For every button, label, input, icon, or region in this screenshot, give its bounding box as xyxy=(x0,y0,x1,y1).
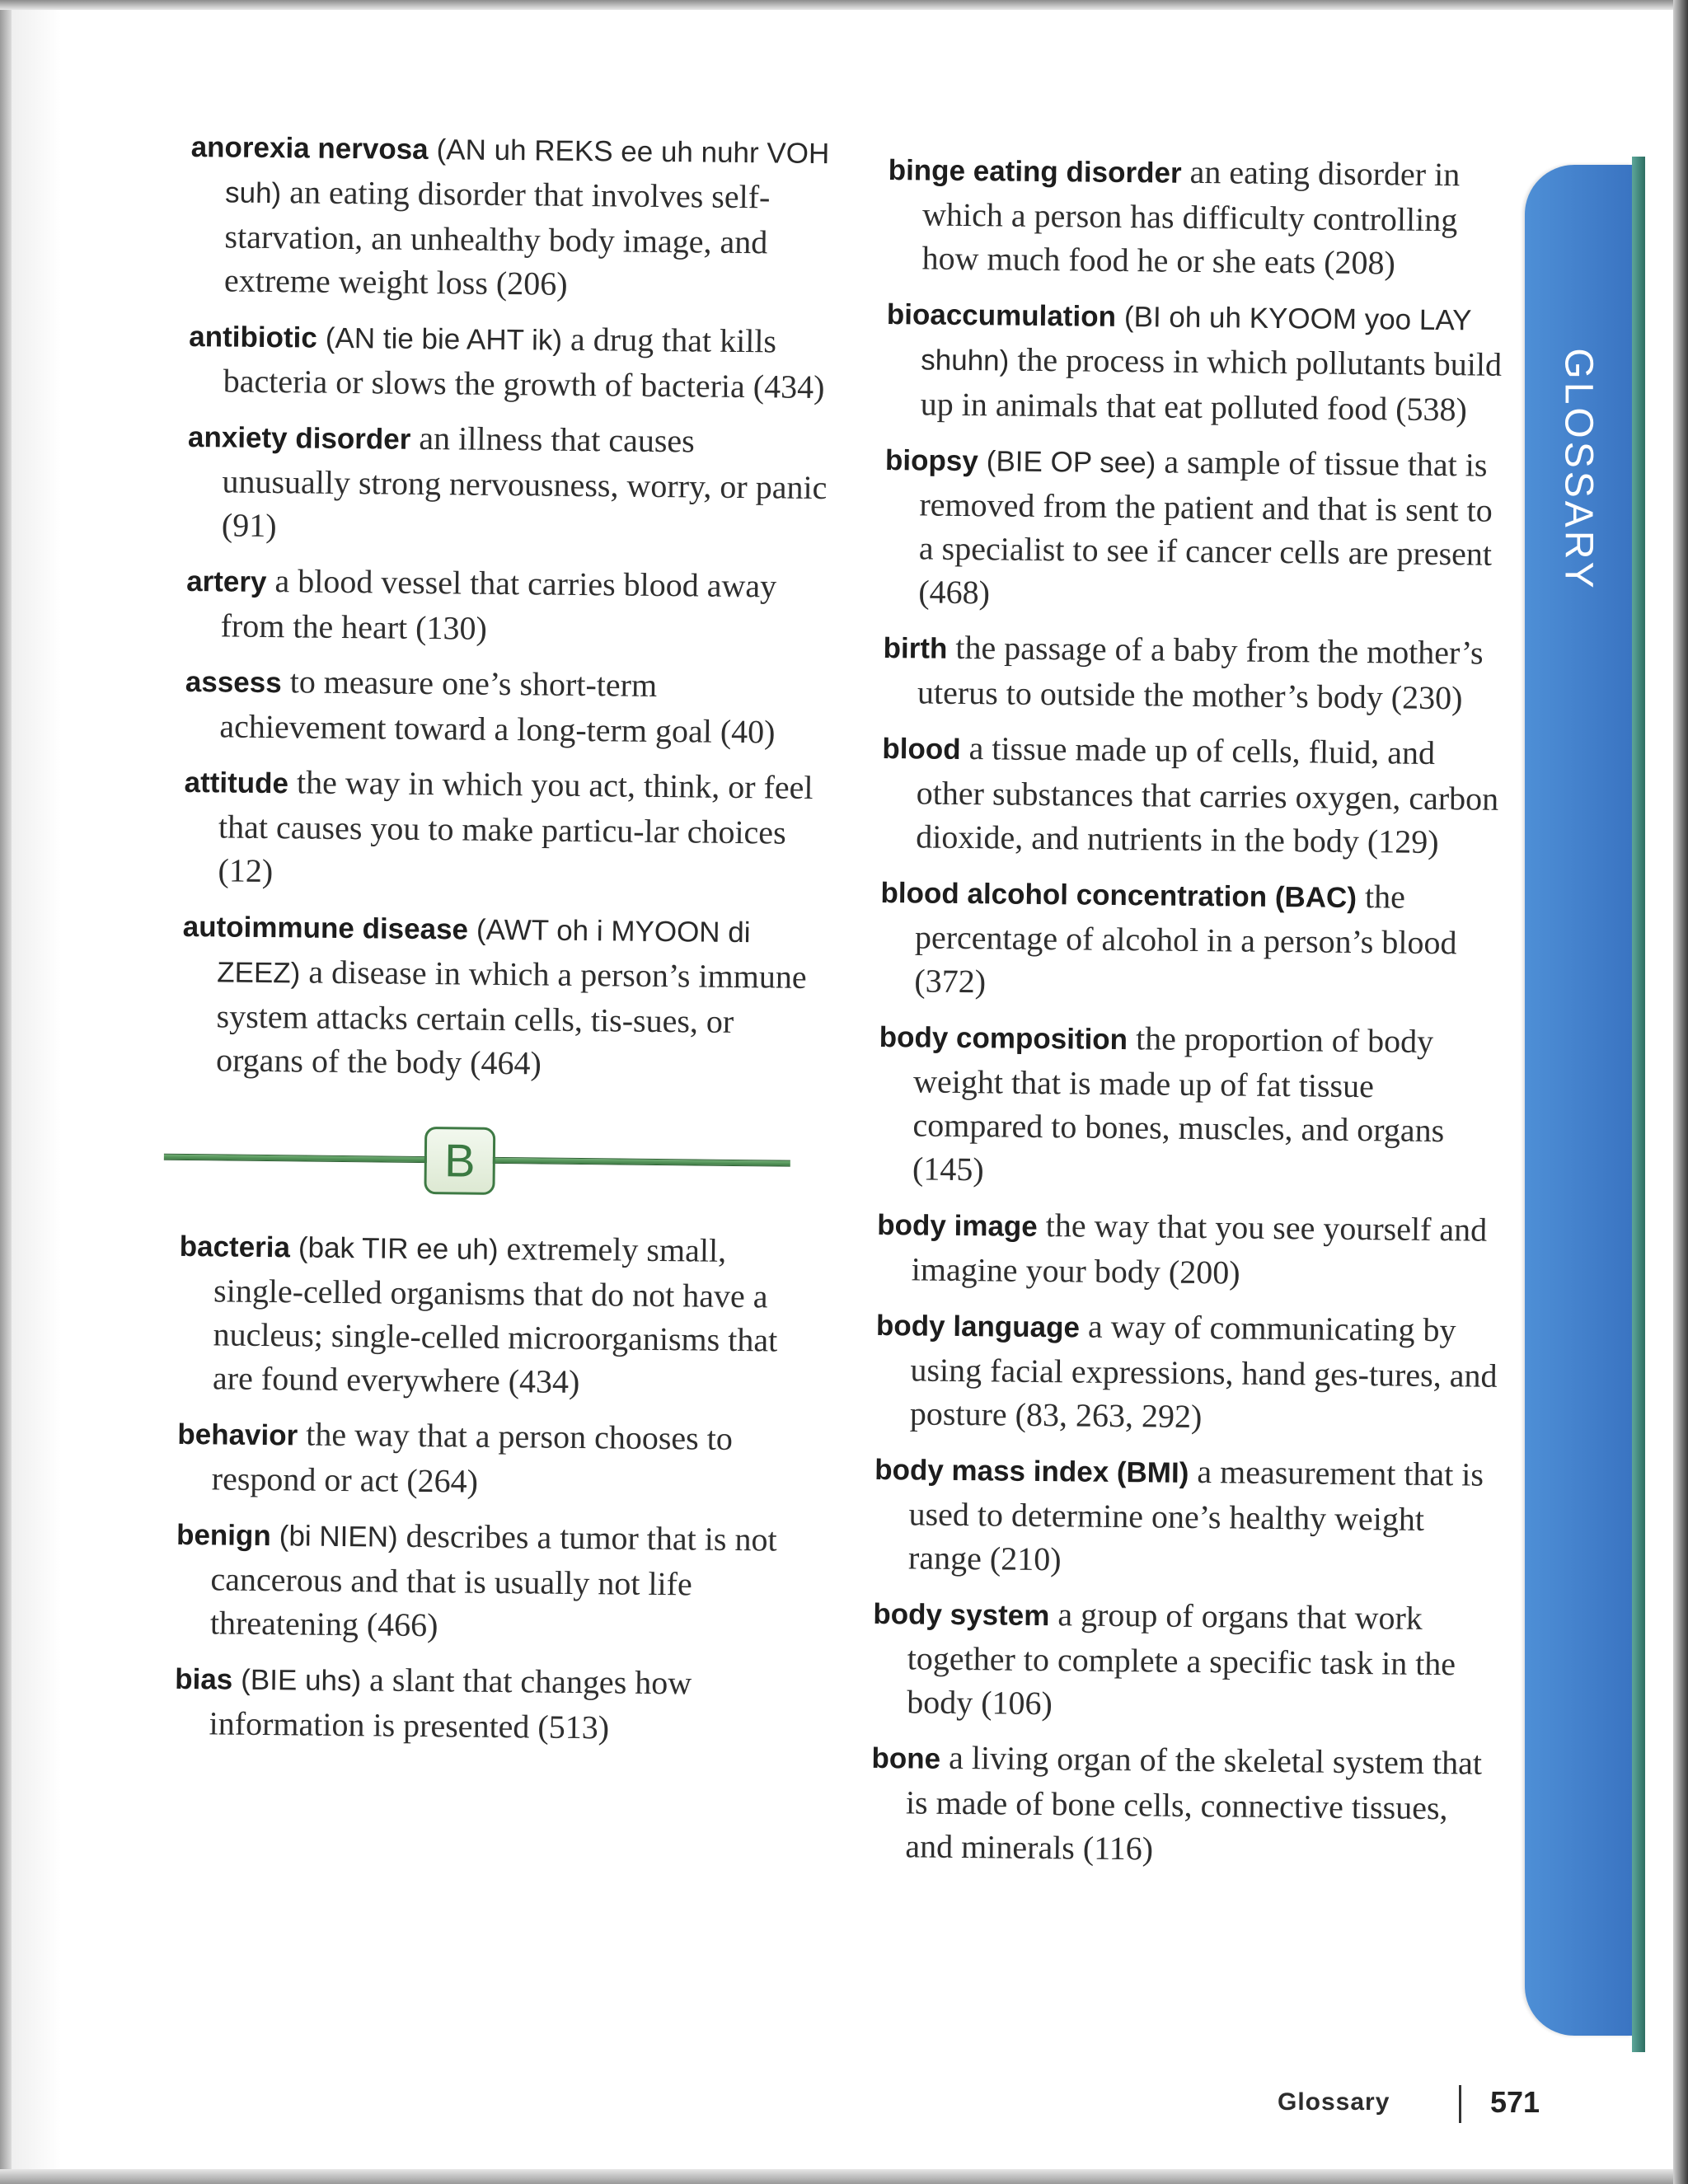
glossary-entry xyxy=(177,1411,821,1507)
glossary-entry xyxy=(176,1511,820,1651)
page-number: 571 xyxy=(1490,2085,1540,2119)
glossary-term: autoimmune disease xyxy=(182,910,469,946)
definition: a blood vessel that carries blood away from the heart (130) xyxy=(220,562,777,647)
pronunciation: (BIE uhs) xyxy=(241,1663,362,1698)
glossary-entry xyxy=(185,558,829,654)
pronunciation: (AN tie bie AHT ik) xyxy=(325,321,563,357)
definition: the way that you see yourself and imagine your body (200) xyxy=(911,1207,1488,1291)
glossary-term: bioaccumulation xyxy=(886,298,1117,333)
glossary-entry xyxy=(174,1656,818,1751)
glossary-term: anorexia nervosa xyxy=(190,130,429,166)
glossary-entry xyxy=(188,313,832,409)
definition: an eating disorder that involves self-starvation, an unhealthy body image, and extreme weight loss (206) xyxy=(223,173,771,302)
definition: the percentage of alcohol in a person’s blood (372) xyxy=(914,878,1457,1001)
side-tab-edge xyxy=(1632,157,1645,2052)
glossary-term: body image xyxy=(877,1208,1038,1243)
glossary-term: body composition xyxy=(879,1020,1128,1057)
definition: describes a tumor that is not cancerous and that is usually not life threatening (466) xyxy=(209,1516,777,1644)
glossary-entry xyxy=(181,903,826,1088)
glossary-term: body system xyxy=(873,1597,1050,1633)
glossary-entry xyxy=(870,1735,1498,1874)
glossary-term: biopsy xyxy=(884,443,979,478)
definition: a drug that kills bacteria or slows the growth of bacteria (434) xyxy=(223,320,825,406)
left-column xyxy=(174,124,834,1763)
definition: the proportion of body weight that is made up of fat tissue compared to bones, muscles, and organs (145) xyxy=(912,1019,1445,1188)
section-letter-badge: B xyxy=(424,1127,495,1195)
definition: a measurement that is used to determine one’s healthy weight range (210) xyxy=(907,1453,1484,1578)
glossary-term: behavior xyxy=(177,1418,298,1452)
glossary-term: birth xyxy=(883,631,948,665)
pronunciation: (AN uh REKS ee uh nuhr VOH suh) xyxy=(224,134,830,210)
right-column xyxy=(870,147,1515,1886)
pronunciation: (AWT oh i MYOON di ZEEZ) xyxy=(217,913,751,990)
definition: the way that a person chooses to respond or act (264) xyxy=(211,1415,734,1500)
definition: the passage of a baby from the mother’s uterus to outside the mother’s body (230) xyxy=(917,628,1484,717)
glossary-entry xyxy=(874,1446,1502,1586)
glossary-list-a xyxy=(181,124,834,1088)
glossary-term: artery xyxy=(185,565,267,598)
pronunciation: (BI oh uh KYOOM yoo LAY shuhn) xyxy=(921,301,1471,377)
pronunciation: (BIE OP see) xyxy=(986,445,1156,480)
glossary-term: bias xyxy=(175,1662,233,1696)
glossary-entry xyxy=(876,1202,1503,1297)
pronunciation: (bak TIR ee uh) xyxy=(298,1231,499,1266)
glossary-entry xyxy=(875,1302,1503,1441)
side-tab-label: GLOSSARY xyxy=(1556,348,1601,592)
glossary-term: bacteria xyxy=(179,1230,291,1264)
glossary-entry xyxy=(884,437,1512,620)
scan-edge-bottom xyxy=(0,2169,1688,2184)
definition: a disease in which a person’s immune system attacks certain cells, tis-sues, or organs of the body (464) xyxy=(215,953,807,1082)
glossary-term: blood alcohol concentration (BAC) xyxy=(880,876,1357,914)
glossary-entry xyxy=(183,759,828,898)
scan-edge-top xyxy=(0,0,1688,10)
glossary-entry xyxy=(887,147,1515,286)
definition: to measure one’s short-term achievement toward a long-term goal (40) xyxy=(219,663,776,751)
footer-separator xyxy=(1459,2085,1461,2123)
glossary-term: anxiety disorder xyxy=(187,420,411,456)
definition: a group of organs that work together to complete a specific task in the body (106) xyxy=(907,1596,1456,1722)
glossary-entry xyxy=(879,869,1507,1009)
glossary-entry xyxy=(878,1014,1506,1197)
glossary-term: bone xyxy=(871,1741,941,1775)
definition: an eating disorder in which a person has difficulty controlling how much food he or she eats (208) xyxy=(921,152,1461,282)
definition: a tissue made up of cells, fluid, and other substances that carries oxygen, carbon dioxide, and nutrients in the body (129) xyxy=(916,729,1499,861)
glossary-term: benign xyxy=(176,1518,271,1553)
glossary-entry xyxy=(872,1591,1500,1730)
glossary-list-b xyxy=(174,1223,823,1751)
glossary-term: binge eating disorder xyxy=(888,153,1182,190)
glossary-entry xyxy=(881,725,1509,865)
definition: the process in which pollutants build up in animals that eat polluted food (538) xyxy=(920,340,1503,429)
glossary-term: body language xyxy=(875,1309,1081,1344)
definition: the way in which you act, think, or feel that causes you to make particu-lar choices (12) xyxy=(218,763,814,890)
glossary-entry xyxy=(190,124,834,308)
scan-edge-right xyxy=(1673,0,1688,2184)
definition: extremely small, single-celled organisms that do not have a nucleus; single-celled microorganisms that are found everywhere (434) xyxy=(212,1230,778,1401)
section-divider xyxy=(163,1124,790,1197)
glossary-term: antibiotic xyxy=(189,320,318,354)
glossary-term: assess xyxy=(185,665,282,700)
glossary-entry xyxy=(885,291,1513,432)
glossary-entry xyxy=(187,414,832,553)
pronunciation: (bi NIEN) xyxy=(279,1520,398,1554)
definition: a way of communicating by using facial expressions, hand ges-tures, and posture (83, 263, 292) xyxy=(909,1307,1498,1436)
glossary-term: body mass index (BMI) xyxy=(874,1453,1189,1489)
page-gutter-shade xyxy=(12,10,61,2169)
definition: a living organ of the skeletal system that is made of bone cells, connective tissues, and minerals (116) xyxy=(905,1738,1483,1868)
glossary-term: blood xyxy=(882,732,961,766)
footer-label: Glossary xyxy=(1278,2088,1390,2116)
definition: a sample of tissue that is removed from the patient and that is sent to a specialist to see if cancer cells are present (468) xyxy=(918,443,1493,612)
glossary-entry xyxy=(185,658,828,754)
glossary-entry xyxy=(178,1223,823,1406)
definition: an illness that causes unusually strong nervousness, worry, or panic (91) xyxy=(221,419,828,545)
definition: a slant that changes how information is presented (513) xyxy=(209,1661,692,1746)
glossary-term: attitude xyxy=(184,766,289,800)
glossary-list-b-continued xyxy=(870,147,1515,1874)
glossary-entry xyxy=(883,625,1510,720)
scan-edge-left xyxy=(0,0,12,2184)
